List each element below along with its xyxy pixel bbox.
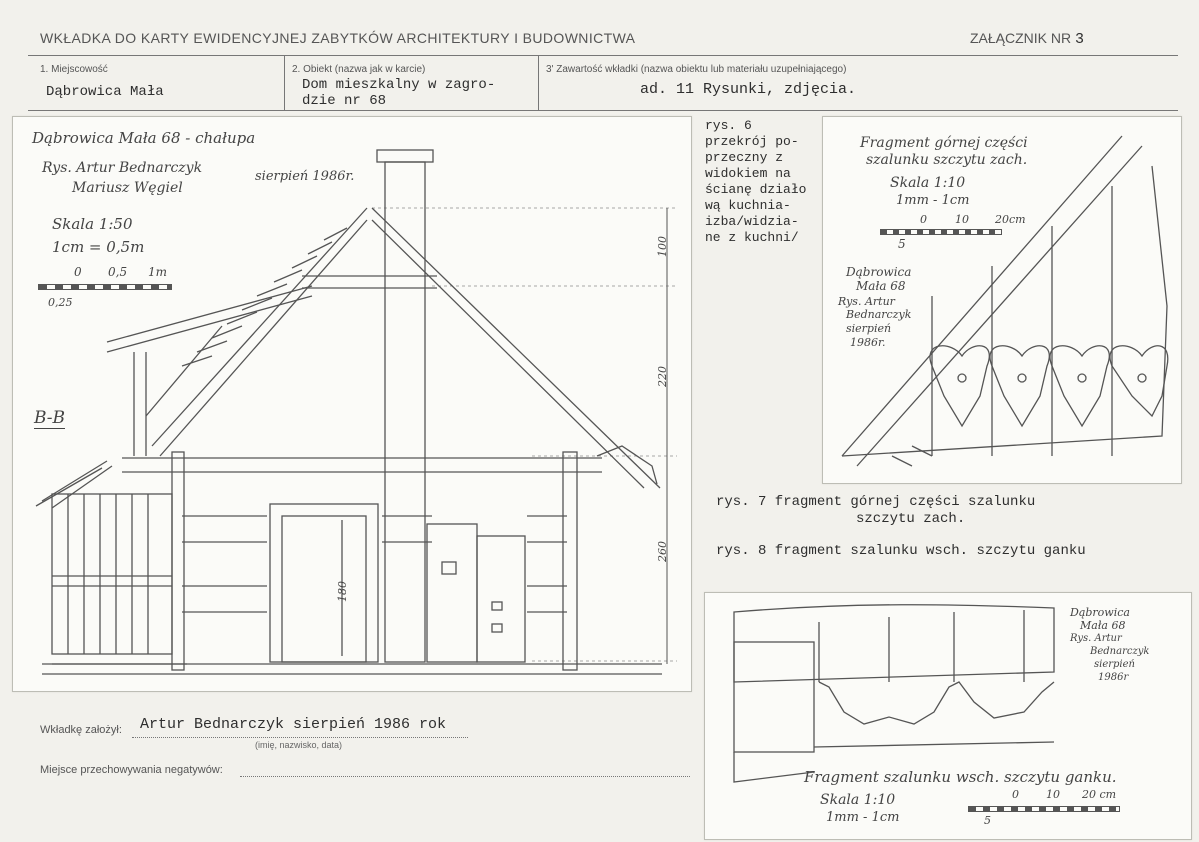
object-label: 2. Obiekt (nazwa jak w karcie) (292, 64, 426, 75)
main-scale-sub: 0,25 (48, 296, 73, 309)
attachment-label-text: ZAŁĄCZNIK NR (970, 30, 1072, 46)
fragment8-scale-sub: 5 (984, 814, 991, 827)
fragment8-scale-tick-0: 0 (1012, 788, 1019, 801)
main-title: Dąbrowica Mała 68 - chałupa (32, 129, 256, 147)
main-scale-eq: 1cm = 0,5m (52, 238, 145, 256)
fragment8-scale-tick-1: 10 (1046, 788, 1060, 801)
ground-line (42, 664, 662, 674)
porch-post (134, 352, 146, 456)
caption-rys6-line: ścianę działo (705, 182, 807, 197)
section-label: B-B (34, 408, 66, 428)
fragment7-scale: Skala 1:10 (890, 175, 966, 191)
caption-rys6-line: ne z kuchni/ (705, 230, 799, 245)
fragment8-title: Fragment szalunku wsch. szczytu ganku. (804, 768, 1117, 786)
founded-label: Wkładkę założył: (40, 724, 122, 736)
fragment7-date-2: 1986r. (850, 336, 886, 349)
caption-rys6 (705, 118, 806, 246)
door (282, 516, 366, 662)
main-scale-tick-0: 0 (74, 265, 82, 279)
fragment7-scallops (930, 346, 989, 426)
fragment7-date-1: sierpień (846, 322, 892, 335)
chimney (385, 162, 425, 662)
form-title: WKŁADKA DO KARTY EWIDENCYJNEJ ZABYTKÓW ARCHITEKTURY I BUDOWNICTWA (40, 30, 636, 46)
founded-value: Artur Bednarczyk sierpień 1986 rok (140, 716, 447, 733)
collar-beam (302, 276, 437, 288)
fragment8-date-1: sierpień (1094, 659, 1135, 670)
fragment7-title-1: Fragment górnej części (860, 135, 1028, 151)
negatives-label: Miejsce przechowywania negatywów: (40, 764, 223, 776)
place-value: Dąbrowica Mała (46, 84, 164, 100)
main-scale-tick-2: 1m (148, 265, 168, 279)
fragment7-author-1: Rys. Artur (838, 295, 895, 308)
fragment7-scale-eq: 1mm - 1cm (896, 193, 970, 208)
main-author-1: Rys. Artur Bednarczyk (42, 160, 203, 176)
fragment8-scale-bar (968, 806, 1120, 812)
main-scale: Skala 1:50 (52, 215, 133, 233)
dim-mid: 220 (656, 366, 669, 387)
fragment7-scale-tick-0: 0 (920, 213, 927, 226)
fragment8-date-2: 1986r (1098, 672, 1129, 683)
attachment-number: 3 (1075, 31, 1085, 48)
caption-rys6-line: rys. 6 (705, 118, 752, 133)
caption-rys6-line: widokiem na (705, 166, 791, 181)
fragment8-author-1: Rys. Artur (1070, 633, 1122, 644)
attachment-label (970, 30, 1084, 48)
content-value: ad. 11 Rysunki, zdjęcia. (640, 81, 857, 98)
caption-rys7-line2: szczytu zach. (856, 511, 966, 527)
post-right (563, 452, 577, 670)
fragment7-place-1: Dąbrowica (846, 265, 912, 279)
stove (427, 524, 477, 662)
caption-rys7-line1: rys. 7 fragment górnej części szalunku (716, 494, 1036, 510)
fragment7-title-2: szalunku szczytu zach. (866, 152, 1028, 168)
fragment7-author-2: Bednarczyk (846, 308, 912, 321)
rafter-left-inner (160, 220, 367, 456)
dim-bottom: 260 (656, 541, 669, 562)
object-value-2: dzie nr 68 (302, 93, 387, 109)
fragment7-place-2: Mała 68 (856, 279, 906, 293)
rafter-right-inner (372, 220, 644, 488)
caption-rys6-line: izba/widzia- (705, 214, 799, 229)
caption-rys6-line: przeczny z (705, 150, 784, 165)
house-section-drawing (12, 116, 690, 690)
fragment8-scale-eq: 1mm - 1cm (826, 810, 900, 825)
porch-brace (146, 326, 222, 416)
fragment8-outline (734, 605, 1054, 682)
main-author-2: Mariusz Węgiel (72, 180, 183, 196)
main-date: sierpień 1986r. (255, 169, 355, 184)
caption-rys6-line: przekrój po- (705, 134, 799, 149)
fragment7-scale-bar (880, 229, 1002, 235)
porch-roof (107, 286, 312, 352)
main-scale-bar (38, 284, 172, 290)
founded-hint: (imię, nazwisko, data) (255, 740, 343, 750)
chimney-cap (377, 150, 433, 162)
main-scale-tick-1: 0,5 (108, 265, 128, 279)
fragment8-author-2: Bednarczyk (1090, 646, 1150, 657)
rafter-right (372, 208, 660, 488)
wall-top-beam (122, 458, 602, 472)
fragment7-scale-tick-2: 20cm (995, 213, 1026, 226)
door-frame (270, 504, 378, 662)
fragment8-place-2: Mała 68 (1080, 619, 1126, 632)
rafter-left (152, 208, 367, 446)
fragment7-scale-tick-1: 10 (955, 213, 969, 226)
fragment8-scale: Skala 1:10 (820, 792, 896, 808)
place-label: 1. Miejscowość (40, 64, 108, 75)
fragment8-scallops (819, 682, 1054, 724)
fragment8-scale-tick-2: 20 cm (1082, 788, 1117, 801)
caption-rys6-line: wą kuchnia- (705, 198, 791, 213)
object-value-1: Dom mieszkalny w zagro- (302, 77, 496, 93)
content-label: 3' Zawartość wkładki (nazwa obiektu lub materiału uzupełniającego) (546, 64, 847, 75)
dim-door: 180 (336, 581, 349, 602)
fragment7-scale-sub: 5 (898, 237, 906, 251)
dim-top: 100 (656, 236, 669, 257)
fragment8-place-1: Dąbrowica (1070, 606, 1130, 619)
post-left (172, 452, 184, 670)
caption-rys8: rys. 8 fragment szalunku wsch. szczytu ganku (716, 543, 1086, 559)
